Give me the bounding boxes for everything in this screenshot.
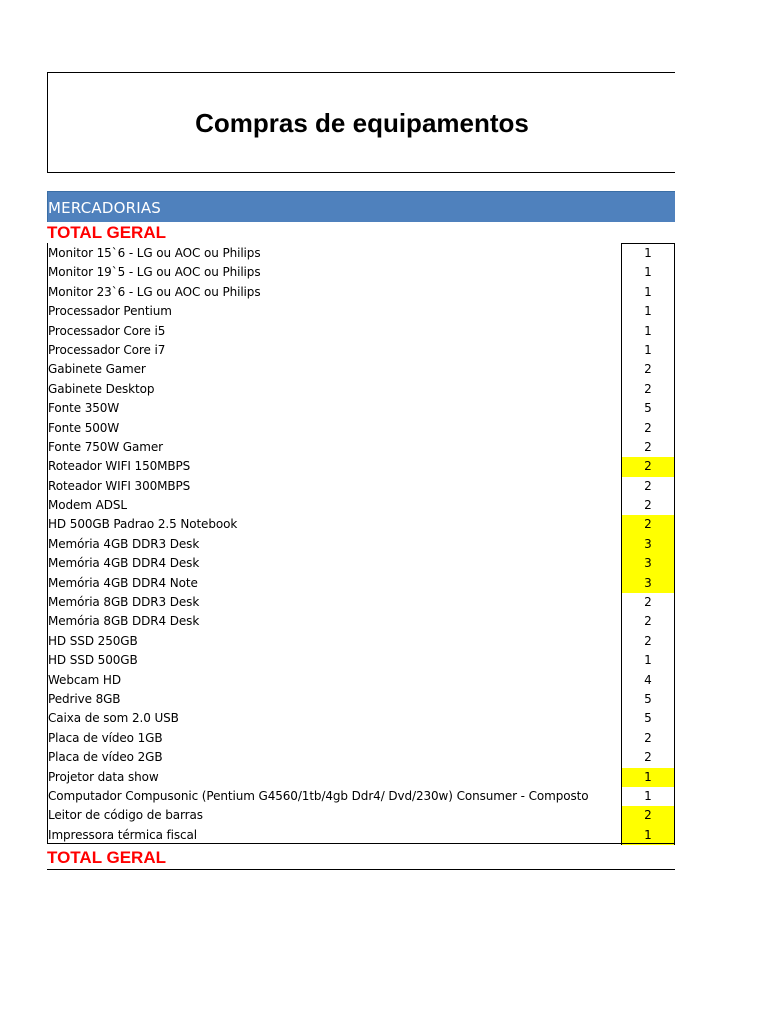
item-name-cell[interactable]: Monitor 19`5 - LG ou AOC ou Philips	[48, 265, 261, 280]
item-name-cell[interactable]: Placa de vídeo 1GB	[48, 730, 163, 745]
table-row	[47, 302, 675, 321]
item-quantity-cell[interactable]: 2	[621, 457, 675, 476]
section-header-band	[47, 191, 675, 222]
table-bottom-border	[47, 843, 675, 844]
table-row	[47, 399, 675, 418]
item-name-cell[interactable]: Processador Core i7	[48, 342, 166, 357]
item-quantity-cell[interactable]: 2	[621, 806, 675, 825]
item-name-cell[interactable]: Processador Core i5	[48, 323, 166, 338]
item-quantity-cell[interactable]: 1	[621, 787, 675, 806]
table-row	[47, 554, 675, 573]
item-quantity-cell[interactable]: 2	[621, 380, 675, 399]
item-name-cell[interactable]: Caixa de som 2.0 USB	[48, 711, 179, 726]
item-name-cell[interactable]: Gabinete Gamer	[48, 362, 146, 377]
item-name-cell[interactable]: Memória 4GB DDR3 Desk	[48, 536, 200, 551]
item-name-cell[interactable]: Leitor de código de barras	[48, 808, 203, 823]
item-quantity-cell[interactable]: 2	[621, 360, 675, 379]
item-name-cell[interactable]: HD SSD 500GB	[48, 653, 138, 668]
table-row	[47, 244, 675, 263]
item-quantity-cell[interactable]: 2	[621, 438, 675, 457]
items-table	[47, 244, 675, 845]
table-row	[47, 477, 675, 496]
total-geral-bottom-label: TOTAL GERAL	[47, 848, 166, 867]
table-row	[47, 574, 675, 593]
item-name-cell[interactable]: Fonte 750W Gamer	[48, 439, 163, 454]
item-name-cell[interactable]: Memória 8GB DDR4 Desk	[48, 614, 200, 629]
item-name-cell[interactable]: Roteador WIFI 150MBPS	[48, 459, 191, 474]
item-quantity-cell[interactable]: 2	[621, 632, 675, 651]
table-row	[47, 768, 675, 787]
item-name-cell[interactable]: Pedrive 8GB	[48, 691, 121, 706]
table-row	[47, 748, 675, 767]
table-row	[47, 535, 675, 554]
item-quantity-cell[interactable]: 5	[621, 709, 675, 728]
item-name-cell[interactable]: Projetor data show	[48, 769, 159, 784]
item-quantity-cell[interactable]: 1	[621, 283, 675, 302]
table-row	[47, 709, 675, 728]
item-quantity-cell[interactable]: 2	[621, 729, 675, 748]
item-quantity-cell[interactable]: 1	[621, 322, 675, 341]
table-row	[47, 612, 675, 631]
item-quantity-cell[interactable]: 2	[621, 477, 675, 496]
item-quantity-cell[interactable]: 1	[621, 244, 675, 263]
item-name-cell[interactable]: Modem ADSL	[48, 498, 127, 513]
table-row	[47, 283, 675, 302]
table-row	[47, 729, 675, 748]
item-name-cell[interactable]: Gabinete Desktop	[48, 381, 155, 396]
item-quantity-cell[interactable]: 1	[621, 263, 675, 282]
item-quantity-cell[interactable]: 3	[621, 535, 675, 554]
item-quantity-cell[interactable]: 1	[621, 826, 675, 845]
table-row	[47, 496, 675, 515]
item-quantity-cell[interactable]: 2	[621, 612, 675, 631]
total-row-bottom-border	[47, 869, 675, 870]
item-quantity-cell[interactable]: 4	[621, 671, 675, 690]
item-name-cell[interactable]: Memória 4GB DDR4 Note	[48, 575, 198, 590]
item-quantity-cell[interactable]: 5	[621, 399, 675, 418]
item-name-cell[interactable]: Memória 4GB DDR4 Desk	[48, 556, 200, 571]
item-quantity-cell[interactable]: 2	[621, 496, 675, 515]
item-quantity-cell[interactable]: 5	[621, 690, 675, 709]
item-name-cell[interactable]: HD 500GB Padrao 2.5 Notebook	[48, 517, 238, 532]
total-geral-top-label: TOTAL GERAL	[47, 223, 166, 242]
item-quantity-cell[interactable]: 2	[621, 419, 675, 438]
item-name-cell[interactable]: Placa de vídeo 2GB	[48, 750, 163, 765]
item-name-cell[interactable]: Memória 8GB DDR3 Desk	[48, 595, 200, 610]
item-name-cell[interactable]: Computador Compusonic (Pentium G4560/1tb/4gb Ddr4/ Dvd/230w) Consumer - Composto	[48, 788, 589, 803]
item-quantity-cell[interactable]: 2	[621, 748, 675, 767]
item-quantity-cell[interactable]: 1	[621, 341, 675, 360]
item-name-cell[interactable]: Fonte 350W	[48, 401, 120, 416]
table-row	[47, 322, 675, 341]
item-quantity-cell[interactable]: 2	[621, 515, 675, 534]
section-header-label: MERCADORIAS	[48, 199, 162, 217]
item-name-cell[interactable]: HD SSD 250GB	[48, 633, 138, 648]
table-row	[47, 651, 675, 670]
item-name-cell[interactable]: Roteador WIFI 300MBPS	[48, 478, 191, 493]
table-row	[47, 380, 675, 399]
item-quantity-cell[interactable]: 1	[621, 768, 675, 787]
item-name-cell[interactable]: Monitor 23`6 - LG ou AOC ou Philips	[48, 284, 261, 299]
table-row	[47, 690, 675, 709]
table-row	[47, 806, 675, 825]
table-row	[47, 515, 675, 534]
table-row	[47, 263, 675, 282]
item-quantity-cell[interactable]: 2	[621, 593, 675, 612]
item-quantity-cell[interactable]: 1	[621, 302, 675, 321]
page-title: Compras de equipamentos	[195, 108, 529, 138]
table-row	[47, 671, 675, 690]
item-name-cell[interactable]: Fonte 500W	[48, 420, 120, 435]
table-row	[47, 457, 675, 476]
item-name-cell[interactable]: Monitor 15`6 - LG ou AOC ou Philips	[48, 246, 261, 260]
item-name-cell[interactable]: Processador Pentium	[48, 304, 172, 319]
item-name-cell[interactable]: Impressora térmica fiscal	[48, 827, 198, 842]
table-row	[47, 438, 675, 457]
table-row	[47, 360, 675, 379]
item-name-cell[interactable]: Webcam HD	[48, 672, 121, 687]
item-quantity-cell[interactable]: 3	[621, 554, 675, 573]
title-box	[47, 72, 675, 173]
item-quantity-cell[interactable]: 3	[621, 574, 675, 593]
table-row	[47, 341, 675, 360]
table-row	[47, 632, 675, 651]
table-row	[47, 593, 675, 612]
table-row	[47, 787, 675, 806]
table-row	[47, 419, 675, 438]
item-quantity-cell[interactable]: 1	[621, 651, 675, 670]
